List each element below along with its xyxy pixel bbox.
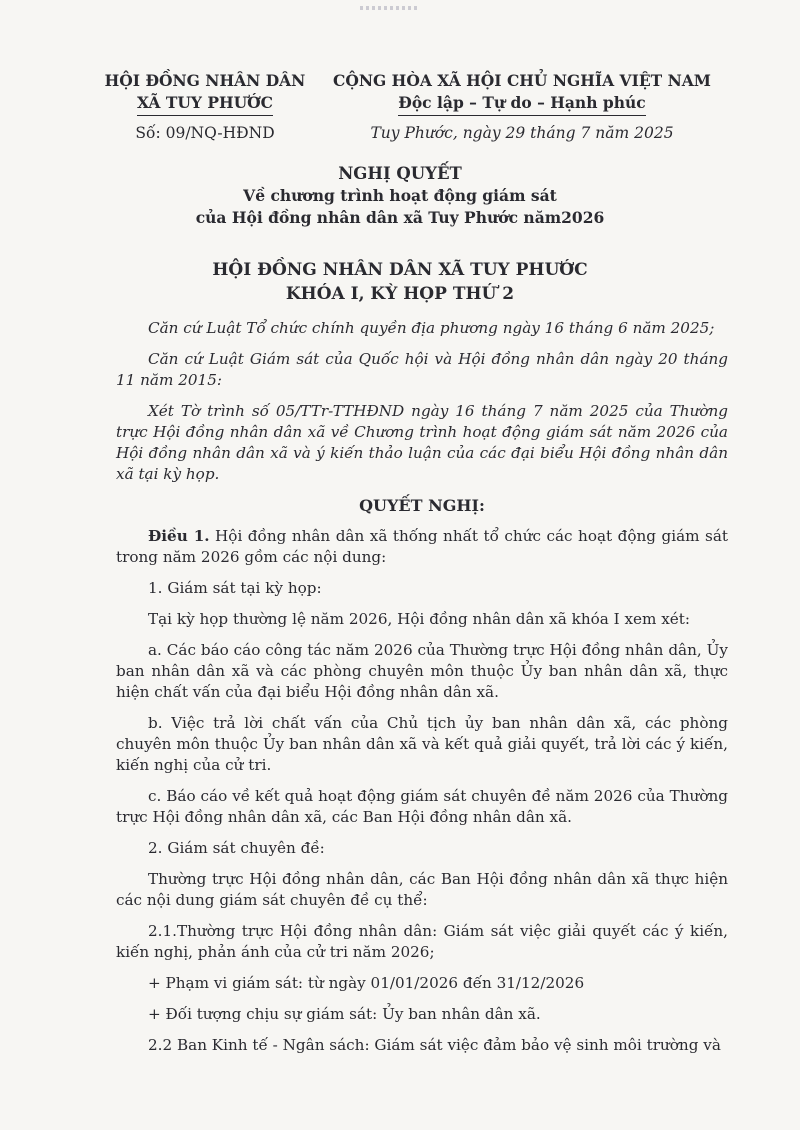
preamble-item: Căn cứ Luật Giám sát của Quốc hội và Hội đồng nhân dân ngày 20 tháng 11 năm 2015:	[116, 350, 728, 389]
paragraph: 2.1.Thường trực Hội đồng nhân dân: Giám sát việc giải quyết các ý kiến, kiến nghị, phản ánh của cử tri năm 2026;	[116, 922, 728, 961]
document-date: Tuy Phước, ngày 29 tháng 7 năm 2025	[370, 124, 674, 142]
scan-mark	[360, 6, 420, 10]
paragraph: 1. Giám sát tại kỳ họp:	[148, 579, 322, 597]
paragraph: Tại kỳ họp thường lệ năm 2026, Hội đồng nhân dân xã khóa I xem xét:	[148, 610, 691, 628]
paragraph: 2. Giám sát chuyên đề:	[148, 839, 325, 857]
resolve-heading: QUYẾT NGHỊ:	[359, 496, 485, 515]
paragraph: + Đối tượng chịu sự giám sát: Ủy ban nhân dân xã.	[148, 1005, 541, 1023]
national-header	[322, 70, 722, 144]
national-motto: Độc lập – Tự do – Hạnh phúc	[398, 92, 645, 116]
issuer-name: HỘI ĐỒNG NHÂN DÂN	[104, 71, 306, 90]
document-type: NGHỊ QUYẾT	[338, 164, 462, 183]
document-title	[120, 163, 680, 229]
paragraph: c. Báo cáo về kết quả hoạt động giám sát chuyên đề năm 2026 của Thường trực Hội đồng nhân dân xã, các Ban Hội đồng nhân dân xã.	[116, 787, 728, 826]
preamble-item: Xét Tờ trình số 05/TTr-TTHĐND ngày 16 tháng 7 năm 2025 của Thường trực Hội đồng nhân dân xã về Chương trình hoạt động giám sát năm 2026 của Hội đồng nhân dân xã và ý kiến thảo luận của các đại biểu Hội đồng nhân dân xã tại kỳ họp.	[116, 402, 728, 483]
preamble-item: Căn cứ Luật Tổ chức chính quyền địa phương ngày 16 tháng 6 năm 2025;	[148, 319, 715, 337]
council-name: HỘI ĐỒNG NHÂN DÂN XÃ TUY PHƯỚC	[212, 260, 588, 280]
title-subtitle-2: của Hội đồng nhân dân xã Tuy Phước năm2026	[195, 208, 605, 227]
paragraph: a. Các báo cáo công tác năm 2026 của Thường trực Hội đồng nhân dân, Ủy ban nhân dân xã và các phòng chuyên môn thuộc Ủy ban nhân dân xã, thực hiện chất vấn của đại biểu Hội đồng nhân dân xã.	[116, 641, 728, 701]
issuer-header	[90, 70, 320, 144]
title-subtitle-1: Về chương trình hoạt động giám sát	[243, 186, 557, 205]
document-number: Số: 09/NQ-HĐND	[135, 124, 275, 142]
paragraph: b. Việc trả lời chất vấn của Chủ tịch ủy ban nhân dân xã, các phòng chuyên môn thuộc Ủy ban nhân dân xã và kết quả giải quyết, trả lời các ý kiến, kiến nghị của cử tri.	[116, 714, 728, 774]
document-body	[116, 318, 728, 1056]
council-heading	[120, 258, 680, 306]
article-1	[116, 526, 728, 568]
article-1-text: Hội đồng nhân dân xã thống nhất tổ chức các hoạt động giám sát trong năm 2026 gồm các nội dung:	[116, 527, 728, 566]
paragraph: Thường trực Hội đồng nhân dân, các Ban Hội đồng nhân dân xã thực hiện các nội dung giám sát chuyên đề cụ thể:	[116, 870, 728, 909]
article-1-label: Điều 1.	[148, 527, 210, 545]
issuer-commune: XÃ TUY PHƯỚC	[137, 92, 273, 116]
paragraph: 2.2 Ban Kinh tế - Ngân sách: Giám sát việc đảm bảo vệ sinh môi trường và	[148, 1036, 721, 1054]
council-session: KHÓA I, KỲ HỌP THỨ 2	[285, 284, 515, 304]
national-title: CỘNG HÒA XÃ HỘI CHỦ NGHĨA VIỆT NAM	[333, 71, 711, 90]
paragraph: + Phạm vi giám sát: từ ngày 01/01/2026 đến 31/12/2026	[148, 974, 585, 992]
